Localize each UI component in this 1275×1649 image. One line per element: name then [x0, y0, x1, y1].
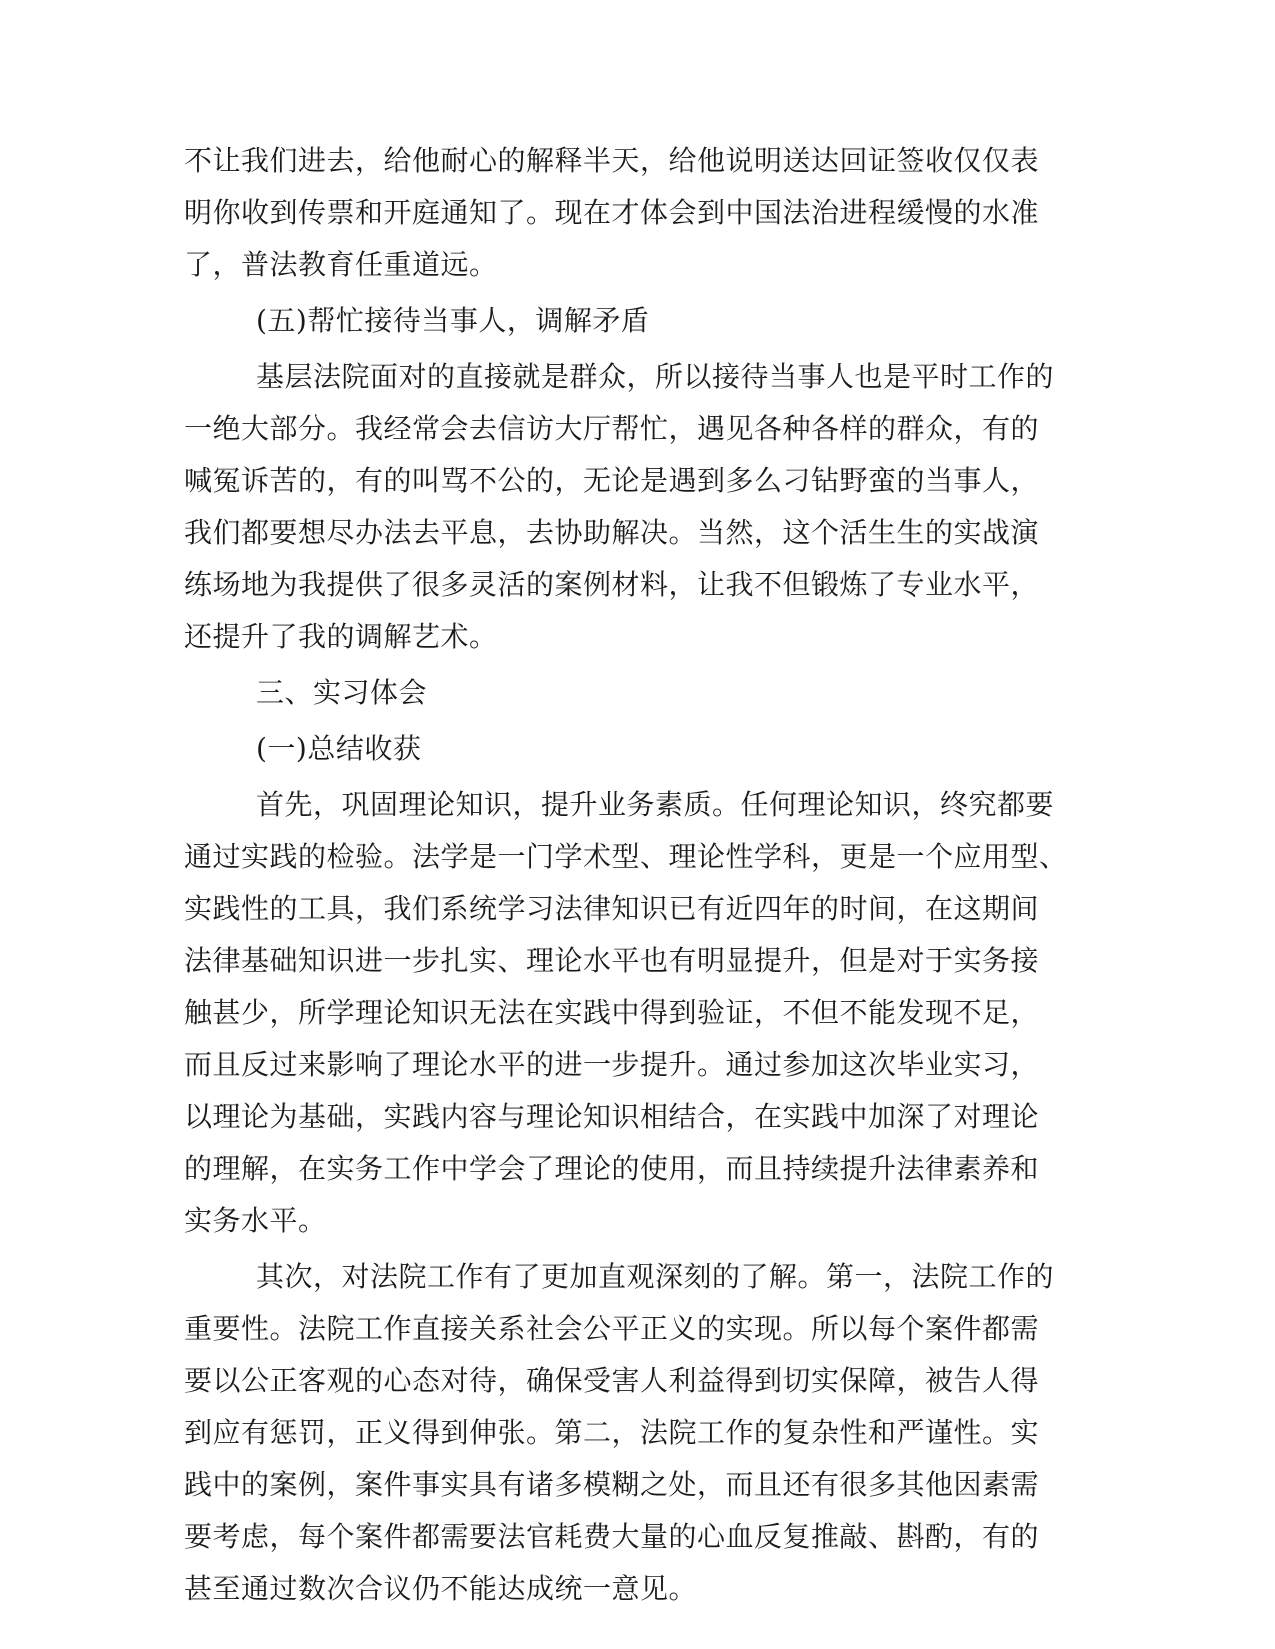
paragraph-line: 重要性。法院工作直接关系社会公平正义的实现。所以每个案件都需	[184, 1312, 1040, 1345]
section-heading: (五)帮忙接待当事人，调解矛盾	[256, 304, 650, 337]
paragraph-line: 要考虑，每个案件都需要法官耗费大量的心血反复推敲、斟酌，有的	[184, 1520, 1040, 1553]
paragraph-line: 践中的案例，案件事实具有诸多模糊之处，而且还有很多其他因素需	[184, 1468, 1040, 1501]
paragraph-line: 的理解，在实务工作中学会了理论的使用，而且持续提升法律素养和	[184, 1152, 1040, 1185]
paragraph-line: 到应有惩罚，正义得到伸张。第二，法院工作的复杂性和严谨性。实	[184, 1416, 1040, 1449]
paragraph-line: 基层法院面对的直接就是群众，所以接待当事人也是平时工作的	[256, 360, 1055, 393]
paragraph-line: 其次，对法院工作有了更加直观深刻的了解。第一，法院工作的	[256, 1260, 1055, 1293]
paragraph-line: 触甚少，所学理论知识无法在实践中得到验证，不但不能发现不足，	[184, 996, 1040, 1029]
section-heading: (一)总结收获	[256, 732, 422, 765]
paragraph-line: 而且反过来影响了理论水平的进一步提升。通过参加这次毕业实习，	[184, 1048, 1040, 1081]
paragraph-line: 不让我们进去，给他耐心的解释半天，给他说明送达回证签收仅仅表	[184, 144, 1040, 177]
paragraph-line: 一绝大部分。我经常会去信访大厅帮忙，遇见各种各样的群众，有的	[184, 412, 1040, 445]
paragraph-line: 练场地为我提供了很多灵活的案例材料，让我不但锻炼了专业水平，	[184, 568, 1040, 601]
paragraph-line: 喊冤诉苦的，有的叫骂不公的，无论是遇到多么刁钻野蛮的当事人，	[184, 464, 1040, 497]
paragraph-line: 以理论为基础，实践内容与理论知识相结合，在实践中加深了对理论	[184, 1100, 1040, 1133]
paragraph-line: 还提升了我的调解艺术。	[184, 620, 498, 653]
paragraph-line: 甚至通过数次合议仍不能达成统一意见。	[184, 1572, 698, 1605]
paragraph-line: 首先，巩固理论知识，提升业务素质。任何理论知识，终究都要	[256, 788, 1055, 821]
paragraph-line: 了，普法教育任重道远。	[184, 248, 498, 281]
section-heading: 三、实习体会	[256, 676, 428, 709]
paragraph-line: 实务水平。	[184, 1204, 327, 1237]
paragraph-line: 明你收到传票和开庭通知了。现在才体会到中国法治进程缓慢的水准	[184, 196, 1040, 229]
paragraph-line: 通过实践的检验。法学是一门学术型、理论性学科，更是一个应用型、	[184, 840, 1068, 873]
paragraph-line: 法律基础知识进一步扎实、理论水平也有明显提升，但是对于实务接	[184, 944, 1040, 977]
paragraph-line: 实践性的工具，我们系统学习法律知识已有近四年的时间，在这期间	[184, 892, 1040, 925]
paragraph-line: 我们都要想尽办法去平息，去协助解决。当然，这个活生生的实战演	[184, 516, 1040, 549]
paragraph-line: 要以公正客观的心态对待，确保受害人利益得到切实保障，被告人得	[184, 1364, 1040, 1397]
